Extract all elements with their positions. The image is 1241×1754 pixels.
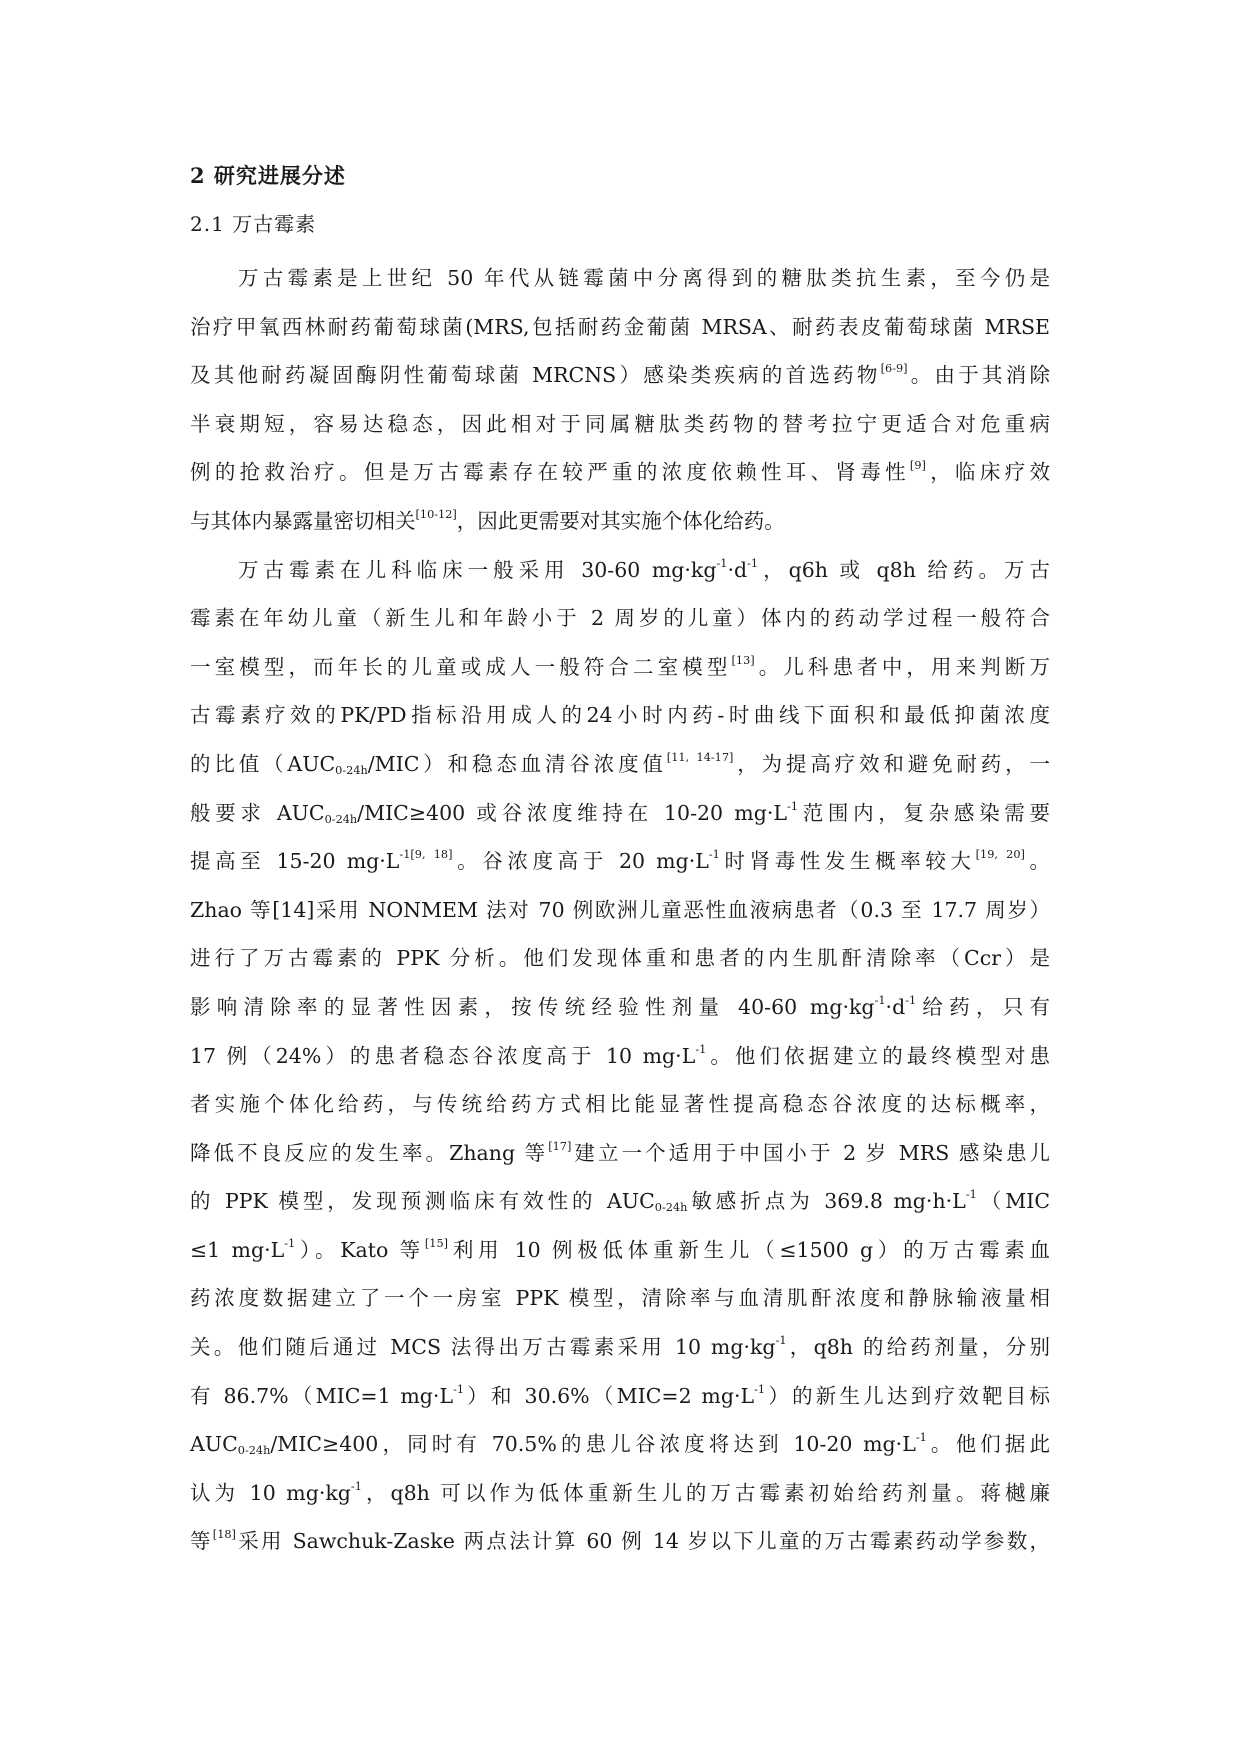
text-run: 。由于其消除 [907,363,1051,388]
superscript: -1 [453,1382,465,1396]
text-line [190,886,1050,935]
text-run: 提高至 15-20 mg·L [190,849,400,874]
text-run: /MIC≥400 或谷浓度维持在 10-20 mg·L [357,800,788,825]
text-run: 关。他们随后通过 MCS 法得出万古霉素采用 10 mg·kg [190,1335,776,1360]
text-run: 治疗甲氧西林耐药葡萄球菌(MRS,包括耐药金葡菌 MRSA、耐药表皮葡萄球菌 MRSE [190,314,1050,339]
text-run: 等 [190,1529,213,1554]
superscript: -1 [905,993,917,1007]
text-line [190,934,1050,983]
text-run: ）的新生儿达到疗效靶目标 [765,1383,1050,1408]
subscript: 0-24h [654,1201,688,1215]
text-run: 药浓度数据建立了一个一房室 PPK 模型，清除率与血清肌酐浓度和静脉输液量相 [190,1286,1050,1311]
superscript: [13] [731,653,755,667]
superscript: -1 [695,1042,707,1056]
text-run: 般要求 AUC [190,800,325,825]
text-run: 者实施个体化给药，与传统给药方式相比能显著性提高稳态谷浓度的达标概率， [190,1092,1050,1117]
text-line [190,837,1050,886]
superscript: -1 [708,847,720,861]
text-run: 万古霉素是上世纪 50 年代从链霉菌中分离得到的糖肽类抗生素，至今仍是 [238,266,1050,290]
text-run: 建立一个适用于中国小于 2 岁 MRS 感染患儿 [571,1140,1051,1165]
superscript: [9] [909,459,926,473]
text-line [190,303,1050,352]
text-run: ，为提高疗效和避免耐药，一 [733,751,1050,776]
text-run: Zhao 等[14]采用 NONMEM 法对 70 例欧洲儿童恶性血液病患者（0.3 至 17.7 周岁） [190,897,1050,922]
subscript: 0-24h [335,763,368,777]
text-run: 给药，只有 [916,994,1050,1019]
text-run: 例的抢救治疗。但是万古霉素存在较严重的浓度依赖性耳、肾毒性 [190,460,910,485]
text-run: 古霉素疗效的PK/PD指标沿用成人的24小时内药-时曲线下面积和最低抑菌浓度 [190,703,1050,728]
text-line [190,1323,1050,1372]
text-line [190,1274,1050,1323]
text-run: 一室模型，而年长的儿童或成人一般符合二室模型 [190,654,732,679]
text-line [190,1129,1050,1178]
text-run: ，q8h 的给药剂量，分别 [786,1335,1050,1360]
superscript: -1[9, 18] [399,847,453,861]
superscript: -1 [874,993,886,1007]
text-line [190,1226,1050,1275]
superscript: [11, 14-17] [666,750,734,764]
section-heading: 2 研究进展分述 [190,163,346,188]
superscript: -1 [965,1188,977,1202]
text-run: 范围内，复杂感染需要 [798,800,1051,825]
text-run: 降低不良反应的发生率。Zhang 等 [190,1140,549,1165]
text-line [190,643,1050,692]
text-run: ，因此更需要对其实施个体化给药。 [456,508,785,533]
superscript: -1 [716,556,728,570]
text-run: （MIC [976,1189,1051,1214]
text-run: 及其他耐药凝固酶阴性葡萄球菌 MRCNS）感染类疾病的首选药物 [190,363,881,388]
text-run: 。谷浓度高于 20 mg·L [452,849,709,874]
superscript: -1 [350,1479,362,1493]
text-line [190,497,1050,546]
text-line [190,740,1050,789]
text-line [190,448,1050,497]
text-run: 17 例（24%）的患者稳态谷浓度高于 10 mg·L [190,1043,696,1068]
superscript: [15] [424,1236,449,1250]
text-run: 时肾毒性发生概率较大 [719,849,976,874]
superscript: -1 [787,799,798,813]
text-line [190,594,1050,643]
text-run: ，q8h 可以作为低体重新生儿的万古霉素初始给药剂量。蒋樾廉 [361,1480,1050,1505]
text-line [190,1469,1050,1518]
text-line [190,254,1050,303]
superscript: -1 [747,556,759,570]
text-line [190,691,1050,740]
superscript: [18] [212,1528,236,1542]
text-run: ·d [727,557,748,582]
superscript: -1 [284,1236,296,1250]
text-run: ，q6h 或 q8h 给药。万古 [758,557,1050,582]
text-run: 的 PPK 模型，发现预测临床有效性的 AUC [190,1189,655,1214]
text-run: 有 86.7%（MIC=1 mg·L [190,1383,454,1408]
text-run: 采用 Sawchuk-Zaske 两点法计算 60 例 14 岁以下儿童的万古霉素药动学参数， [235,1529,1051,1554]
subsection-heading: 2.1 万古霉素 [190,212,317,236]
text-run: 。他们据此 [926,1432,1050,1457]
text-run: 利用 10 例极低体重新生儿（≤1500 g）的万古霉素血 [448,1237,1050,1262]
text-run: ·d [885,994,906,1019]
text-line [190,983,1050,1032]
text-run: 半衰期短，容易达稳态，因此相对于同属糖肽类药物的替考拉宁更适合对危重病 [190,411,1050,436]
text-line [190,400,1050,449]
text-run: 认为 10 mg·kg [190,1480,351,1505]
text-line [190,1032,1050,1081]
superscript: [6-9] [880,362,908,376]
subscript: 0-24h [324,812,358,826]
superscript: -1 [915,1431,927,1445]
text-run: 。 [1024,849,1051,874]
text-line [190,546,1050,595]
text-run: /MIC）和稳态血清谷浓度值 [367,751,667,776]
text-line [190,1080,1050,1129]
body-text [190,254,1050,1566]
text-run: 敏感折点为 369.8 mg·h·L [687,1189,966,1214]
text-run: 进行了万古霉素的 PPK 分析。他们发现体重和患者的内生肌酐清除率（Ccr）是 [190,946,1050,971]
text-run: ≤1 mg·L [190,1237,285,1262]
text-run: 的比值（AUC [190,751,336,776]
text-line [190,1372,1050,1421]
text-line [190,1517,1050,1566]
text-run: 。他们依据建立的最终模型对患 [706,1043,1051,1068]
text-run: 万古霉素在儿科临床一般采用 30-60 mg·kg [238,557,717,582]
text-run: 影响清除率的显著性因素，按传统经验性剂量 40-60 mg·kg [190,994,875,1019]
superscript: -1 [775,1333,787,1347]
text-run: /MIC≥400，同时有 70.5%的患儿谷浓度将达到 10-20 mg·L [270,1432,916,1457]
text-run: ）和 30.6%（MIC=2 mg·L [464,1383,755,1408]
superscript: [10-12] [415,507,457,521]
text-line [190,351,1050,400]
text-run: ，临床疗效 [925,460,1051,485]
superscript: -1 [754,1382,766,1396]
text-line [190,789,1050,838]
text-run: AUC [190,1432,238,1457]
text-run: 与其体内暴露量密切相关 [190,508,416,533]
text-run: 。儿科患者中，用来判断万 [754,654,1051,679]
text-line [190,1177,1050,1226]
text-line [190,1420,1050,1469]
superscript: [19, 20] [975,847,1025,861]
superscript: [17] [548,1139,572,1153]
text-run: ）。Kato 等 [295,1237,425,1262]
text-run: 霉素在年幼儿童（新生儿和年龄小于 2 周岁的儿童）体内的药动学过程一般符合 [190,606,1050,631]
subscript: 0-24h [237,1444,271,1458]
